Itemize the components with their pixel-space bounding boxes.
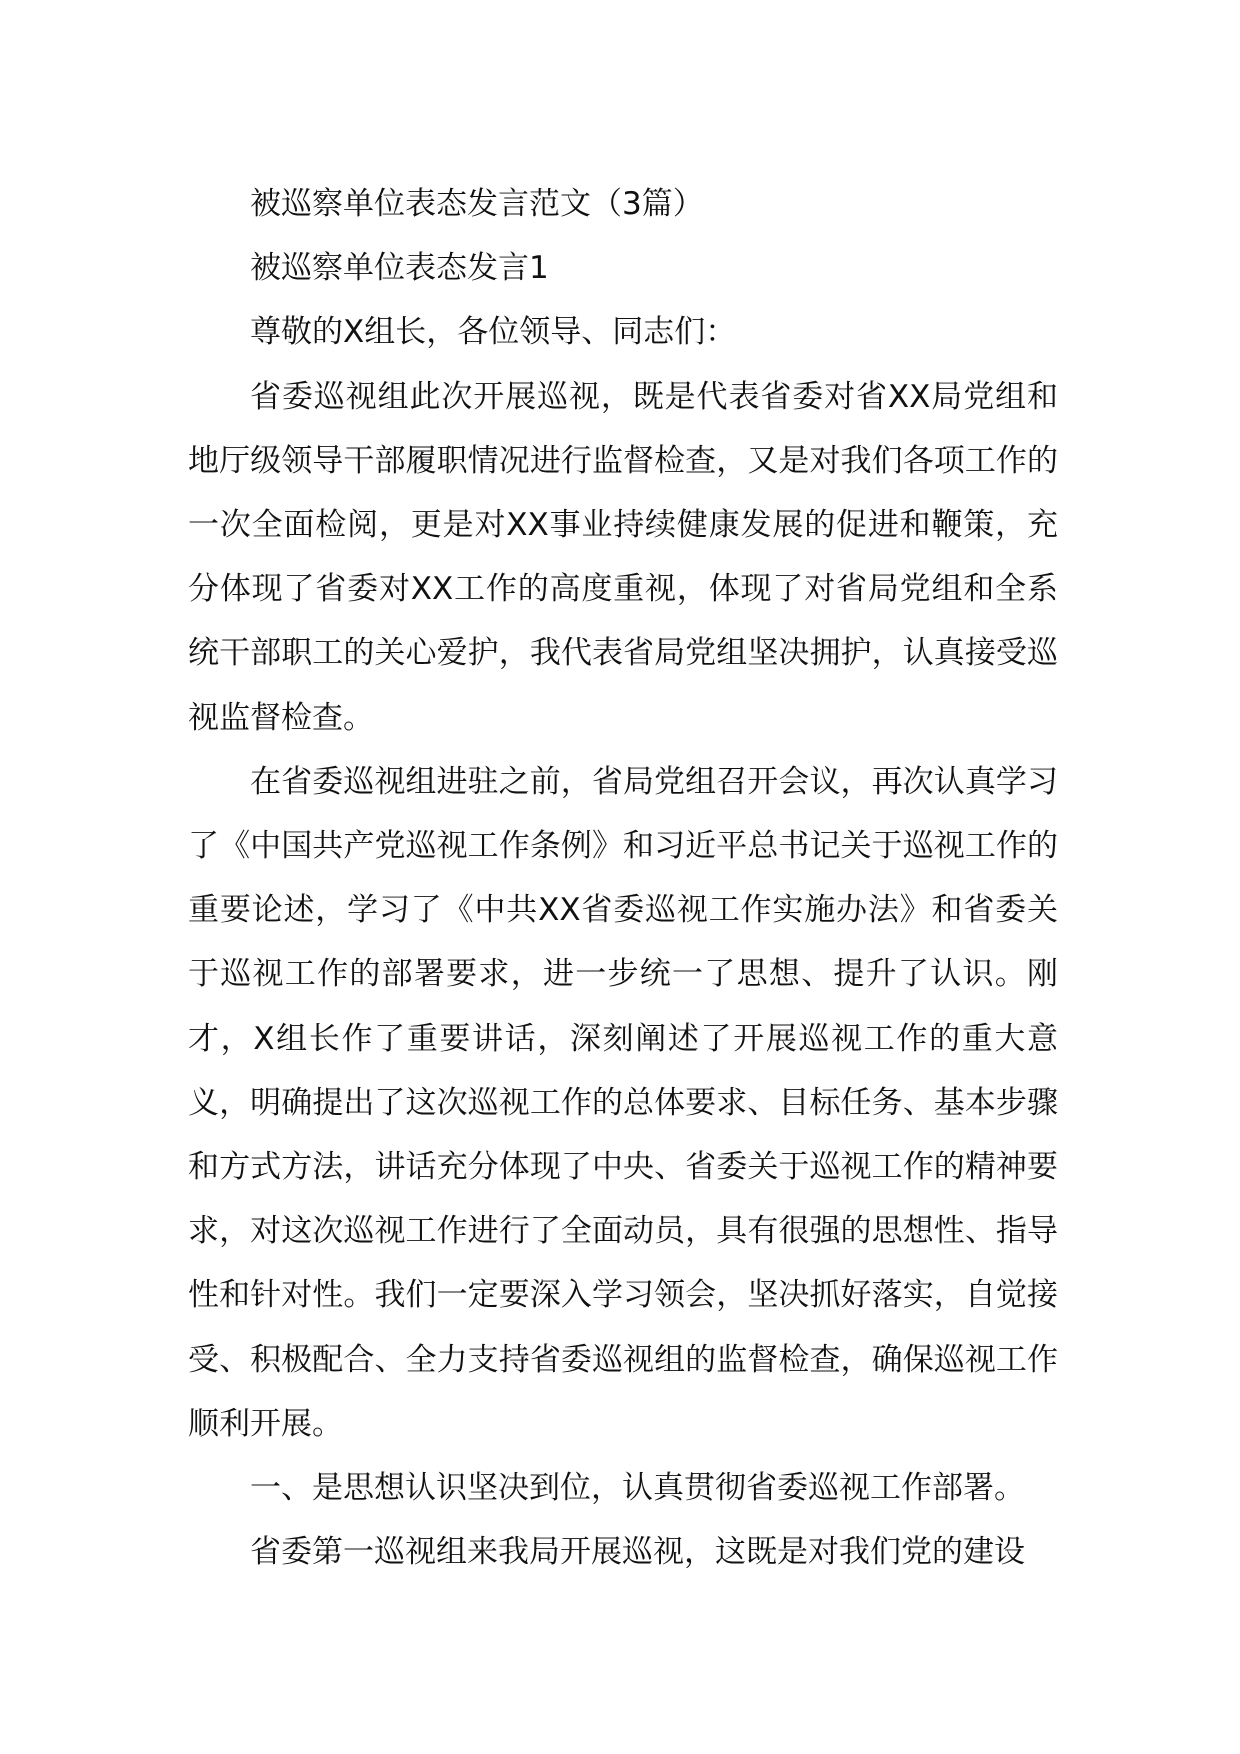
document-body — [188, 172, 1058, 1584]
paragraph: 省委巡视组此次开展巡视，既是代表省委对省XX局党组和地厅级领导干部履职情况进行监督检查，又是对我们各项工作的一次全面检阅，更是对XX事业持续健康发展的促进和鞭策，充分体现了省委对XX工作的高度重视，体现了对省局党组和全系统干部职工的关心爱护，我代表省局党组坚决拥护，认真接受巡视监督检查。 — [188, 378, 1058, 736]
document-title: 被巡察单位表态发言范文（3篇） — [250, 186, 704, 222]
section-heading: 一、是思想认识坚决到位，认真贯彻省委巡视工作部署。 — [250, 1470, 1025, 1507]
paragraph: 在省委巡视组进驻之前，省局党组召开会议，再次认真学习了《中国共产党巡视工作条例》和习近平总书记关于巡视工作的重要论述，学习了《中共XX省委巡视工作实施办法》和省委关于巡视工作的部署要求，进一步统一了思想、提升了认识。刚才，X组长作了重要讲话，深刻阐述了开展巡视工作的重大意义，明确提出了这次巡视工作的总体要求、目标任务、基本步骤和方式方法，讲话充分体现了中央、省委关于巡视工作的精神要求，对这次巡视工作进行了全面动员，具有很强的思想性、指导性和针对性。我们一定要深入学习领会，坚决抓好落实，自觉接受、积极配合、全力支持省委巡视组的监督检查，确保巡视工作顺利开展。 — [188, 763, 1058, 1442]
paragraph: 省委第一巡视组来我局开展巡视，这既是对我们党的建设 — [250, 1534, 1025, 1571]
document-subtitle: 被巡察单位表态发言1 — [250, 250, 549, 287]
salutation: 尊敬的X组长，各位领导、同志们： — [250, 314, 737, 351]
